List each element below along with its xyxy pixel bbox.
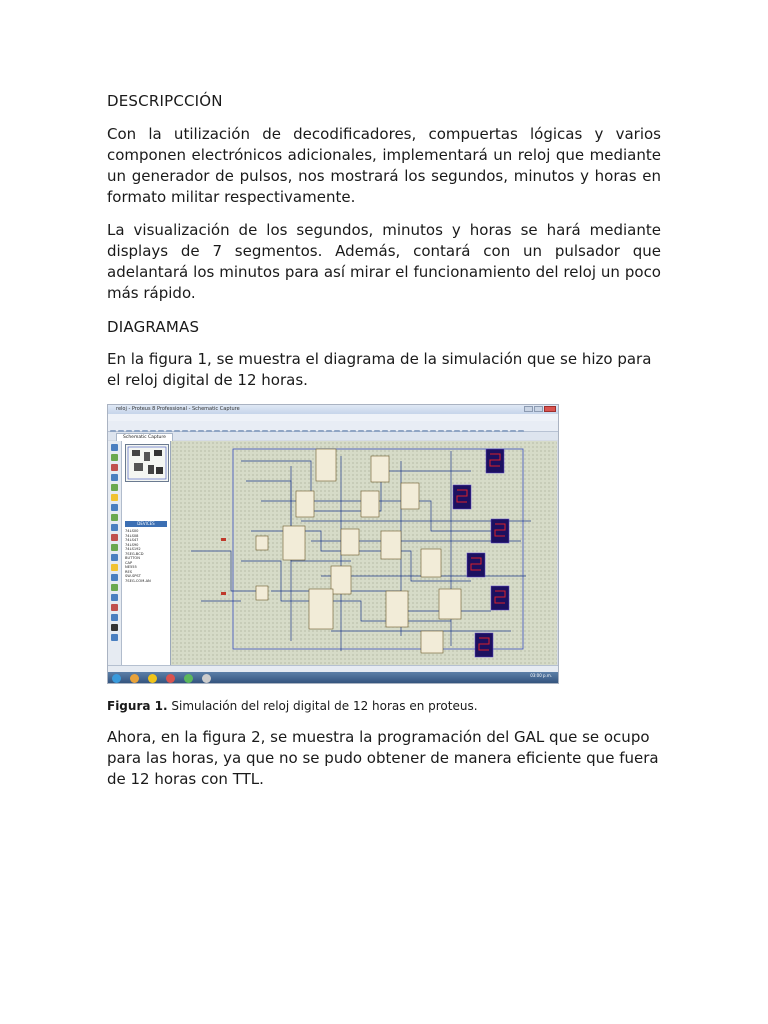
diagramas-paragraph-1: En la figura 1, se muestra el diagrama de la simulación que se hizo para el reloj digital de 12 horas. bbox=[107, 350, 652, 389]
overview-thumbnail bbox=[125, 444, 169, 482]
taskbar-clock: 03:00 p.m. bbox=[530, 673, 552, 678]
media-icon bbox=[166, 674, 175, 683]
overview-thumbnail-drawing bbox=[126, 445, 168, 481]
device-item: BUTTON bbox=[125, 556, 140, 560]
menu-bar bbox=[108, 414, 558, 421]
tool-palette bbox=[108, 441, 122, 665]
schematic-drawing bbox=[171, 441, 557, 665]
device-item: RES bbox=[125, 569, 133, 574]
app-icon bbox=[184, 674, 193, 683]
devices-list bbox=[125, 529, 167, 583]
tab-schematic-capture: Schematic Capture bbox=[116, 433, 173, 441]
window-controls bbox=[524, 406, 556, 412]
close-icon bbox=[544, 406, 556, 412]
descripcion-paragraph-2: La visualización de los segundos, minutos y horas se hará mediante displays de 7 segmentos. Además, contará con un pulsador que adelantará los minutos para así mirar el funcionamiento del reloj un poco más rápido. bbox=[107, 221, 661, 302]
ic-chips bbox=[256, 449, 461, 653]
device-item: 7SEG-BCD bbox=[125, 551, 144, 556]
folder-icon bbox=[148, 674, 157, 683]
red-markers bbox=[221, 538, 226, 595]
device-item: 7SEG-COM-AN bbox=[125, 578, 151, 583]
device-item: 74LS00 bbox=[125, 529, 139, 533]
device-panel bbox=[122, 441, 171, 665]
figure-caption-text: Simulación del reloj digital de 12 horas en proteus. bbox=[171, 699, 478, 713]
windows-taskbar bbox=[108, 672, 558, 684]
toolbar bbox=[108, 421, 558, 432]
figure-caption bbox=[107, 699, 478, 713]
window-titlebar bbox=[108, 405, 558, 414]
proteus-screenshot-figure bbox=[107, 404, 559, 684]
devices-header: DEVICES bbox=[125, 521, 167, 527]
device-item: 74LS192 bbox=[125, 547, 141, 551]
window-title: reloj - Proteus 8 Professional - Schematic Capture bbox=[116, 406, 240, 412]
device-item: SW-SPST bbox=[125, 574, 141, 578]
descripcion-heading: DESCRIPCCIÓN bbox=[107, 92, 223, 110]
start-icon bbox=[112, 674, 121, 683]
diagramas-heading: DIAGRAMAS bbox=[107, 318, 200, 336]
browser-icon bbox=[130, 674, 139, 683]
tab-bar bbox=[108, 432, 558, 440]
wires bbox=[191, 451, 531, 651]
descripcion-paragraph-1: Con la utilización de decodificadores, compuertas lógicas y varios componen electrónicos adicionales, implementará un reloj que mediante un generador de pulsos, nos mostrará los segundos, minutos y horas en formato militar respectivamente. bbox=[107, 125, 661, 206]
minimize-icon bbox=[524, 406, 533, 412]
schematic-canvas bbox=[171, 441, 557, 665]
device-item: NE555 bbox=[125, 565, 137, 569]
proteus-icon bbox=[202, 674, 211, 683]
device-item: 74LS47 bbox=[125, 538, 139, 542]
seven-segment-displays bbox=[453, 449, 509, 657]
maximize-icon bbox=[534, 406, 543, 412]
device-item: 74LS90 bbox=[125, 542, 139, 547]
diagramas-paragraph-2: Ahora, en la figura 2, se muestra la programación del GAL que se ocupo para las horas, ya que no se pudo obtener de manera eficiente que fuera de 12 horas con TTL. bbox=[107, 728, 659, 788]
device-item: 74LS08 bbox=[125, 533, 139, 538]
figure-caption-label: Figura 1. bbox=[107, 699, 168, 713]
device-item: CAP bbox=[125, 560, 133, 565]
